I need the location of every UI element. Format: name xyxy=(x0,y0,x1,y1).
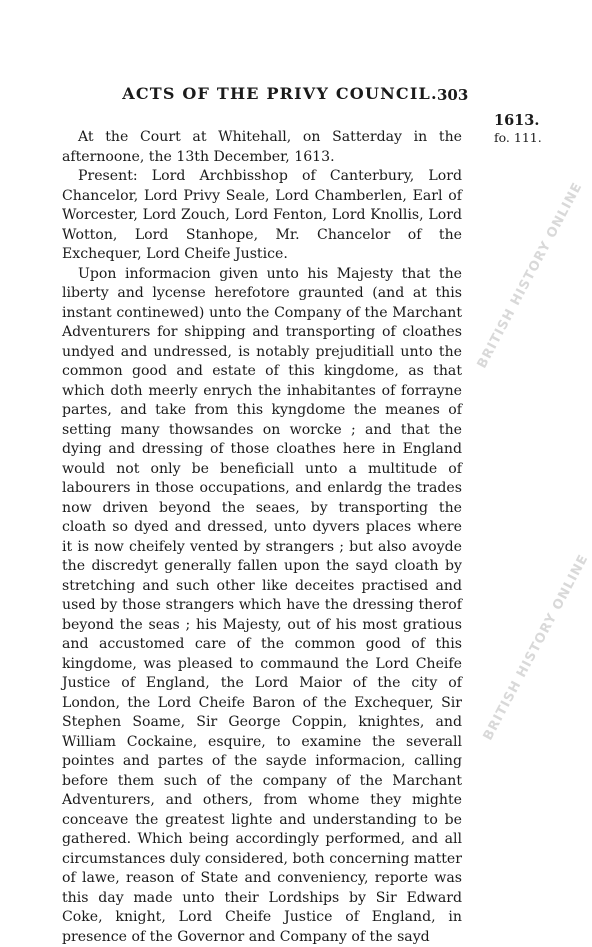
watermark-bottom: BRITISH HISTORY ONLINE xyxy=(481,552,592,743)
body-text xyxy=(62,128,462,947)
watermark-top: BRITISH HISTORY ONLINE xyxy=(475,180,586,371)
running-title: ACTS OF THE PRIVY COUNCIL. xyxy=(120,84,440,103)
court-heading-paragraph: At the Court at Whitehall, on Satterday in the afternoone, the 13th December, 1613. xyxy=(62,128,462,167)
information-paragraph: Upon informacion given unto his Majesty that the liberty and lycense herefotore graunted (and at this instant continewed) unto the Company of the Marchant Adventurers for shipping and transporting of cloathes undyed and undressed, is notably prejuditiall unto the common good and estate of this kingdome, as that which doth meerly enrych the inhabitantes of forrayne partes, and take from this kyngdome the meanes of setting many thowsandes on worcke ; and that the dying and dressing of those cloathes here in England would not only be beneficiall unto a multitude of labourers in those occupations, and enlardg the trades now driven beyond the seaes, by transporting the cloath so dyed and dressed, unto dyvers places where it is now cheifely vented by strangers ; but also avoyde the discredyt generally fallen upon the sayd cloath by stretching and such other like deceites practised and used by those strangers which have the dressing therof beyond the seas ; his Majesty, out of his most gratious and accustomed care of the common good of this kingdome, was pleased to commaund the Lord Cheife Justice of England, the Lord Maior of the city of London, the Lord Cheife Baron of the Exchequer, Sir Stephen Soame, Sir George Coppin, knightes, and William Cockaine, esquire, to examine the severall pointes and partes of the sayde informacion, calling before them such of the company of the Marchant Adventurers, and others, from whome they mighte conceave the greatest lighte and understanding to be gathered. Which being accordingly performed, and all circumstances duly considered, both concerning matter of lawe, reason of State and conveniency, reporte was this day made unto their Lordships by Sir Edward Coke, knight, Lord Cheife Justice of England, in presence of the Governor and Company of the sayd xyxy=(62,265,462,947)
page-number: 303 xyxy=(437,86,468,104)
present-members-paragraph: Present: Lord Archbisshop of Canterbury, Lord Chancelor, Lord Privy Seale, Lord Chamberlen, Earl of Worcester, Lord Zouch, Lord Fenton, Lord Knollis, Lord Wotton, Lord Stanhope, Mr. Chancelor of the Exchequer, Lord Cheife Justice. xyxy=(62,167,462,265)
margin-year-note: 1613. xyxy=(494,112,539,129)
margin-folio-note: fo. 111. xyxy=(494,130,542,145)
